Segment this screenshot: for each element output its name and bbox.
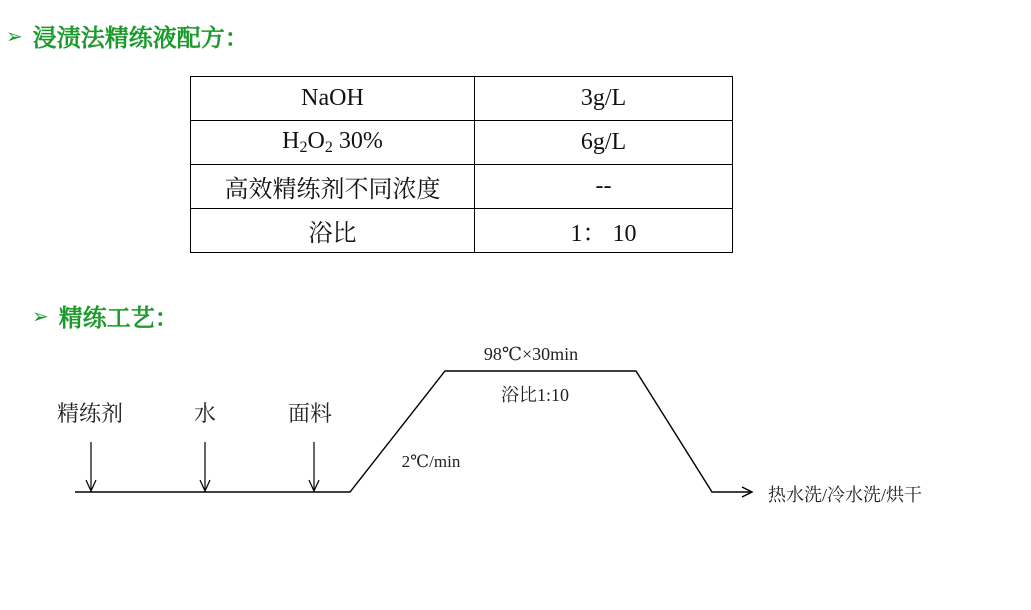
addition-label-auxiliary: 精练剂 bbox=[56, 401, 124, 426]
addition-arrow-icon bbox=[86, 442, 96, 491]
heating-rate-label: 2℃/min bbox=[401, 452, 461, 471]
ingredient-name: 浴比 bbox=[191, 209, 475, 253]
ingredient-name: NaOH bbox=[191, 77, 475, 121]
ingredient-value: -- bbox=[475, 165, 733, 209]
addition-label-water: 水 bbox=[193, 401, 217, 426]
ingredient-value: 3g/L bbox=[475, 77, 733, 121]
formula-subscript: 2 bbox=[299, 139, 308, 156]
arrow-bullet-icon: ➢ bbox=[32, 303, 49, 328]
arrow-bullet-icon: ➢ bbox=[6, 23, 23, 48]
hold-condition-label: 98℃×30min bbox=[483, 344, 579, 364]
formula-subscript: 2 bbox=[324, 139, 333, 156]
recipe-heading-text: 浸渍法精练液配方： bbox=[32, 24, 249, 52]
formula-o: O bbox=[307, 128, 325, 154]
process-heading-text: 精练工艺： bbox=[58, 304, 179, 332]
post-treatment-label: 热水洗/冷水洗/烘干 bbox=[768, 485, 923, 505]
addition-arrow-icon bbox=[200, 442, 210, 491]
formula-concentration: 30% bbox=[332, 128, 383, 154]
temperature-profile-line bbox=[75, 371, 750, 492]
addition-label-fabric: 面料 bbox=[287, 401, 333, 426]
addition-arrow-icon bbox=[309, 442, 319, 491]
ingredient-name: 高效精练剂不同浓度 bbox=[191, 165, 475, 209]
formula-h: H bbox=[282, 128, 300, 154]
ingredient-value: 1： 10 bbox=[475, 209, 733, 253]
ingredient-value: 6g/L bbox=[475, 121, 733, 165]
liquor-ratio-label: 浴比1:10 bbox=[500, 385, 570, 405]
